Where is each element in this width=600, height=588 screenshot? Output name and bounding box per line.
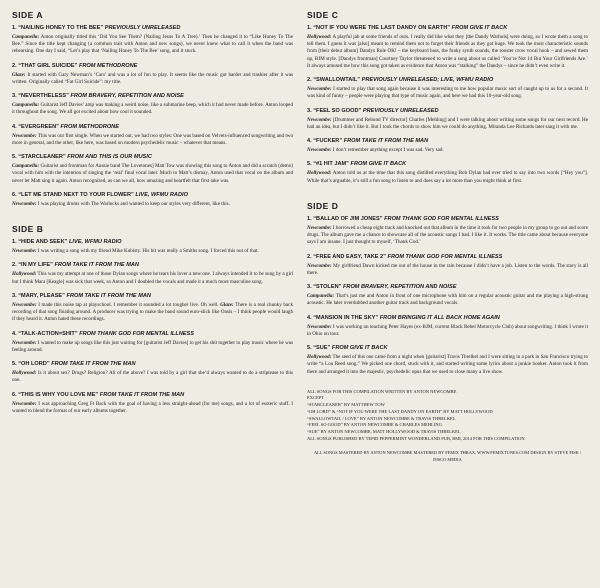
track-b3 (12, 293, 293, 324)
track-b5 (12, 361, 293, 384)
track-a3-title: 3. “NEVERTHELESS” FROM BRAVERY, REPETITION AND NOISE (12, 93, 184, 100)
track-b6 (12, 392, 293, 415)
credit-line-7: “SUE” BY ANTON NEWCOMBE, MATT HOLLYWOOD & TRAVIS THRELKEL (307, 429, 461, 435)
track-c5 (307, 161, 588, 184)
track-d2 (307, 254, 588, 277)
track-a4-title: 4. “EVERGREEN” FROM METHODRONE (12, 123, 119, 130)
track-d3 (307, 284, 588, 307)
track-b3-body: Newcombe: I made this noise tap at playschool. I remember it sounded a lot tougher live. Oh well. Glaze: There is a real chunky back recording of that song floating around. A producer was trying to make the band sound euro-slick like Oasis – I think people would laugh if they heard it. Anton hated these recordings. (12, 301, 293, 323)
track-a1-title: 1. “NAILING HONEY TO THE BEE” PREVIOUSLY UNRELEASED (12, 25, 181, 31)
track-a6-body: Newcombe: I was playing drums with The Warlocks and wanted to keep our styles very different, like this. (12, 200, 230, 207)
track-d3-title: 3. “STOLEN” FROM BRAVERY, REPETITION AND NOISE (307, 284, 457, 291)
track-d4 (307, 315, 588, 338)
track-c2-title: 2. “SWALLOWTAIL” PREVIOUSLY UNRELEASED; LIVE, WFMU RADIO (307, 77, 494, 84)
track-d1-title: 1. “BALLAD OF JIM JONES” FROM THANK GOD FOR MENTAL ILLNESS (307, 215, 499, 222)
production-credits (307, 450, 588, 464)
track-b6-title: 6. “THIS IS WHY YOU LOVE ME” FROM TAKE IT FROM THE MAN (12, 391, 185, 398)
credit-line-2: EXCEPT (307, 395, 325, 401)
track-d5-body: Hollywood: The seed of this one came from a night when [guitarist] Travis Threlkel and I were sitting in a park in San Francisco trying to write “a Lou Reed song.” We picked one chord, stuck with it, and started writing some lyrics about a junkie hooker. Anton took it from there and arranged it into the majestic, psychedelic opus that we used to close many a live show. (307, 354, 588, 375)
side-d-heading: SIDE D (307, 200, 339, 211)
track-b1 (12, 239, 293, 255)
track-a2-body: Glaze: It started with Gary Newman’s ‘Cars’ and was a lot of fun to play. It seems like the music got harder and trashier after it was written. Originally called “Fat Girl Suicide”: my title. (12, 71, 293, 85)
track-a3 (12, 93, 293, 116)
track-d3-body: Campanella: That’s just me and Anton in front of one microphone with him on a regular acoustic guitar and me playing a high-strung acoustic. He later overdubbed another guitar track and background vocals. (307, 293, 588, 307)
track-a3-body: Campanella: Guitarist Jeff Davies’ amp was making a weird noise, like a submarine beep, which it had never made before. Anton looped it throughout the song. We all got excited about how cool it sounded. (12, 102, 293, 116)
credits-block (307, 389, 588, 443)
track-b2-body: Hollywood: This was my attempt at one of those Dylan songs where he tears his lover a new one. I always intended it to be sung by a girl but I think Mara [Keagle] was sick that week, so Anton and I doubled the vocals and made it a much more masculine song. (12, 271, 293, 285)
track-a2 (12, 63, 293, 86)
track-d4-body: Newcombe: I was working on teaching Peter Hayes (ex-BJM, current Black Rebel Motorcycle Club) about songwriting. I think I wrote it in Ohio on tour. (307, 323, 588, 337)
track-c1-body: Hollywood: A playful jab at some friends of ours. I really did like what they [the Dandy Warhols] were doing, so I wrote them a song to tell them. I guess it was [also] meant to remind them not to forget their friends as they got huge. We took the most characteristic sounds from [their debut album] Dandys Rule OK! – the keyboard bass, the funky synth sounds, the rooster crow vocal hook – and sewed them up, BJM style. [Dandys frontman] Courtney Taylor threatened to write a song about us called ‘You’re Not 14 But Your Girlfriends Are.’ It always amused me how this song got taken as evidence that Anton was “stalking” the Dandys – since he didn’t even write it. (307, 34, 588, 69)
track-c1-title: 1. “NOT IF YOU WERE THE LAST DANDY ON EARTH” FROM GIVE IT BACK (307, 25, 508, 31)
track-c2 (307, 77, 588, 100)
track-a6 (12, 192, 293, 208)
track-d5-title: 5. “SUE” FROM GIVE IT BACK (307, 345, 388, 352)
track-a5-title: 5. “STARCLEANER” FROM AND THIS IS OUR MUSIC (12, 154, 152, 161)
right-column (307, 10, 588, 582)
track-c2-body: Newcombe: I started to play that song again because it was interesting to me how popular music sort of caught up to us for a second. It was kind of funny – people were playing that type of music again, and here we had this 10-year-old song. (307, 86, 588, 100)
track-b1-title: 1. “HIDE AND SEEK” LIVE, WFMU RADIO (12, 239, 122, 246)
track-b5-body: Hollywood: Is it about sex? Drugs? Religion? All of the above? I was told by a girl that she’d always wanted to do a striptease to this one. (12, 370, 293, 384)
track-b2 (12, 262, 293, 285)
track-b2-title: 2. “IN MY LIFE” FROM TAKE IT FROM THE MAN (12, 262, 139, 269)
track-b3-title: 3. “MARY, PLEASE” FROM TAKE IT FROM THE MAN (12, 292, 151, 299)
track-b1-body: Newcombe: I was writing a song with my friend Mike Kubisty. His bit was really a Smiths song. I forced this out of that. (12, 248, 259, 255)
track-a2-title: 2. “THAT GIRL SUICIDE” FROM METHODRONE (12, 62, 138, 69)
track-d2-body: Newcombe: My girlfriend Dawn kicked me out of the house in the rain because I didn’t have a job. Listen to the words. The story is all there. (307, 262, 588, 276)
track-c5-title: 5. “#1 HIT JAM” FROM GIVE IT BACK (307, 161, 407, 168)
track-a1-body: Campanella: Anton originally titled this ‘Did You See Them? (Nailing Jesus To A Tree).’ Then he changed it to “Like Honey To The Bee.” Since the title kept changing (a common trait with Anton and new songs), we never knew what to call it when the band was rehearsing. One day I said, “Let’s play that ‘Nailing Honey To The Bee’ song, and it stuck. (12, 34, 293, 55)
credit-line-4: “OH LORD” & “NOT IF YOU WERE THE LAST DANDY ON EARTH” BY MATT HOLLYWOOD (307, 408, 493, 414)
track-c4 (307, 138, 588, 154)
track-a5 (12, 154, 293, 185)
track-b5-title: 5. “OH LORD” FROM TAKE IT FROM THE MAN (12, 361, 136, 368)
track-c3 (307, 108, 588, 131)
track-b6-body: Newcombe: I was approaching Greg Ft Back with the goal of having a less straight-ahead (for me) songs, and a lot of esoteric stuff. I wanted to blend the format of our early albums together. (12, 400, 293, 414)
track-d1-body: Newcombe: I borrowed a cheap eight track and knocked out that album in the time it took for two people in my group to go out and score drugs. The album gave me a chance to showcase all of the acoustic songs I had. I like it. It works. The title came about because everyone says I am insane. I just thought to myself, ‘Thank God.’ (307, 224, 588, 246)
credit-line-5: “SWALLOWTAIL / LOVE” BY ANTON NEWCOMBE & TRAVIS THRELKEL (307, 415, 456, 421)
track-c5-body: Hollywood: Anton told us at the time that this song distilled everything Bob Dylan had ever tried to say into two words [“Hey you”]. While that’s arguable, it’s still a fun song to listen to and does say a lot more than you might think at first. (307, 170, 588, 184)
track-a5-body: Campanella: Guitarist and frontman for Aussie band The Lovetones] Matt Tow was showing this song to Anton and did a scratch (demo) vocal with him with the intention of singing the ‘real’ final vocal later. Much to Matt’s dismay, Anton used that vocal on the album and never let Matt sing it again. Anton recognized, as can we all, how amazing and heartfelt that first take was. (12, 163, 293, 184)
track-d4-title: 4. “MANSION IN THE SKY” FROM BRINGING IT ALL BACK HOME AGAIN (307, 314, 500, 321)
production-credit-3: DESIGN BY STEVE FISK / DISCO MEDIA (433, 449, 582, 462)
track-d2-title: 2. “FREE AND EASY, TAKE 2” FROM THANK GOD FOR MENTAL ILLNESS (307, 253, 503, 260)
left-column (12, 10, 293, 582)
track-d1 (307, 216, 588, 247)
credit-line-3: “STARCLEANER” BY MATTHEW TOW (307, 402, 385, 408)
track-c4-title: 4. “FUCKER” FROM TAKE IT FROM THE MAN (307, 138, 429, 145)
side-b-heading: SIDE B (12, 224, 44, 235)
track-a4 (12, 124, 293, 147)
side-a-heading: SIDE A (12, 10, 44, 20)
track-a4-body: Newcombe: This was our first single. When we started out, we had two styles: One was based on Velvets-influenced songwriting and two more in general, and the other, like here, was based on modern psychedelic music – whatever that means. (12, 132, 293, 146)
production-credit-2: MASTERED BY FEMIX THRAX, WWW.FEMIXTUNES.COM (413, 449, 530, 455)
track-a6-title: 6. “LET ME STAND NEXT TO YOUR FLOWER” LIVE, WFMU RADIO (12, 191, 188, 198)
track-a1 (12, 25, 293, 56)
track-c1 (307, 25, 588, 70)
track-c3-title: 3. “FEEL SO GOOD” PREVIOUSLY UNRELEASED (307, 107, 439, 114)
credit-line-8: ALL SONGS PUBLISHED BY TEPID PEPPERMINT WONDERLAND PUB, BMI, 2014 FOR THIS COMPILATION (307, 435, 525, 441)
track-c4-body: Newcombe: I don’t remember anything except I was sad. Very sad. (307, 147, 444, 154)
side-c-heading: SIDE C (307, 10, 339, 20)
track-b4 (12, 331, 293, 354)
production-credit-1: ALL SONGS MASTERED BY ANTON NEWCOMBE (313, 449, 413, 455)
track-b4-title: 4. “TALK-ACTION=SHIT” FROM THANK GOD FOR MENTAL ILLNESS (12, 330, 194, 337)
track-b4-body: Newcombe: I wanted to make up songs like this just waiting for [guitarist Jeff Davies] to get his shit together to play music where he was feeling around. (12, 339, 293, 353)
track-c3-body: Newcombe: [Drummer and Rebond TV director] Charles [Mehling] and I were talking about writing some songs for our next record. He had an idea, but I didn’t like it. But I took the chords to show him we could do anything. Miranda Lee Richards later sang it with me. (307, 116, 588, 130)
track-d5 (307, 345, 588, 376)
credit-line-6: “FEEL SO GOOD” BY ANTON NEWCOMBE & CHARLES MEHLING (307, 422, 442, 428)
credit-line-1: ALL SONGS FOR THIS COMPILATION WRITTEN BY ANTON NEWCOMBE (307, 388, 457, 394)
